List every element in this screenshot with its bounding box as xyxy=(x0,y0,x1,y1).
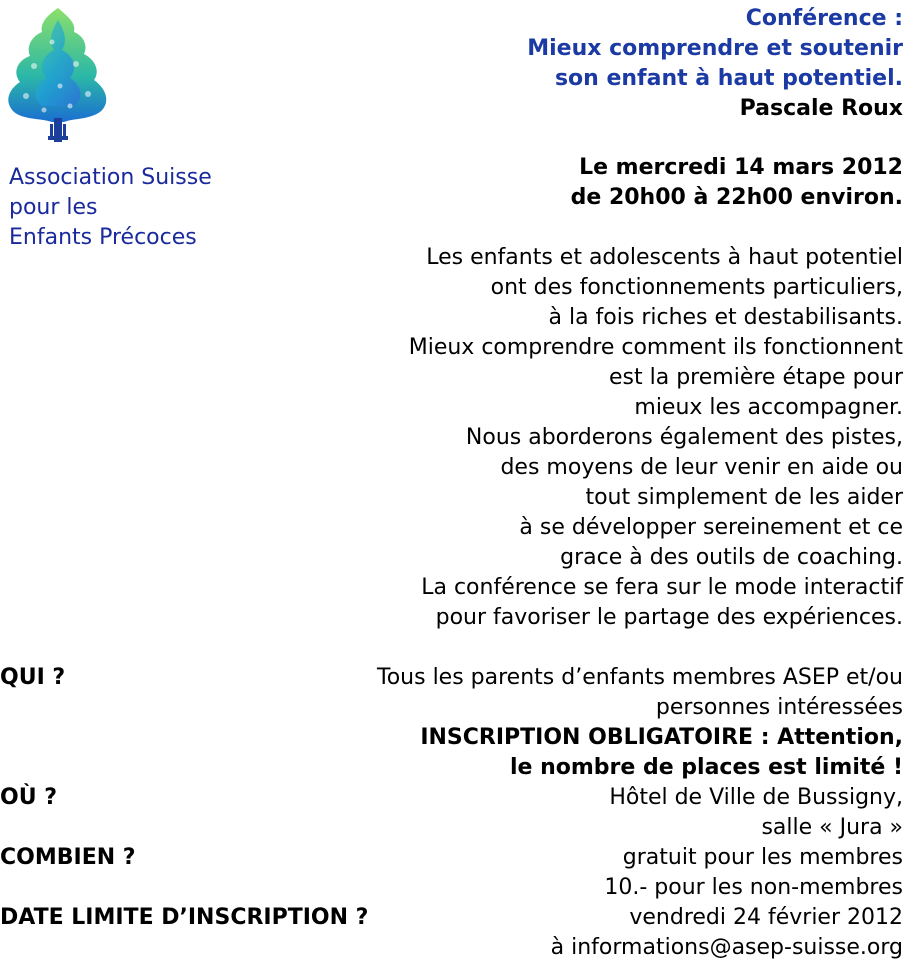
combien-value xyxy=(604,843,903,903)
inscription-notice: INSCRIPTION OBLIGATOIRE : Attention, xyxy=(420,725,903,750)
description-line: pour favoriser le partage des expériences. xyxy=(435,605,903,630)
organization-name xyxy=(9,163,212,253)
description-line: ont des fonctionnements particuliers, xyxy=(490,275,903,300)
date-line: Le mercredi 14 mars 2012 xyxy=(579,155,903,180)
ou-line: Hôtel de Ville de Bussigny, xyxy=(609,785,903,810)
description-line: à la fois riches et destabilisants. xyxy=(548,305,903,330)
org-line: Association Suisse xyxy=(9,165,212,190)
description-line: grace à des outils de coaching. xyxy=(560,545,903,570)
speaker-name: Pascale Roux xyxy=(739,96,903,121)
description-line: des moyens de leur venir en aide ou xyxy=(500,455,903,480)
combien-line: gratuit pour les membres xyxy=(622,845,903,870)
conference-title xyxy=(527,4,903,94)
date-limite-value xyxy=(551,903,903,963)
ou-value xyxy=(609,783,903,843)
limite-line: vendredi 24 février 2012 xyxy=(629,905,903,930)
description-line: mieux les accompagner. xyxy=(634,395,903,420)
date-line: de 20h00 à 22h00 environ. xyxy=(570,185,903,210)
qui-line: Tous les parents d’enfants membres ASEP et/ou xyxy=(377,665,903,690)
title-line: Mieux comprendre et soutenir xyxy=(527,36,903,61)
title-line: Conférence : xyxy=(745,6,903,31)
inscription-notice: le nombre de places est limité ! xyxy=(509,755,903,780)
email-link[interactable]: à informations@asep-suisse.org xyxy=(550,935,903,960)
date-limite-label: DATE LIMITE D’INSCRIPTION ? xyxy=(0,905,369,930)
org-line: pour les xyxy=(9,195,98,220)
ou-line: salle « Jura » xyxy=(761,815,903,840)
description-line: Mieux comprendre comment ils fonctionnent xyxy=(408,335,903,360)
description-line: La conférence se fera sur le mode interactif xyxy=(421,575,903,600)
qui-line: personnes intéressées xyxy=(655,695,903,720)
title-line: son enfant à haut potentiel. xyxy=(554,66,903,91)
combien-line: 10.- pour les non-membres xyxy=(604,875,903,900)
combien-label: COMBIEN ? xyxy=(0,845,136,870)
description-line: Nous aborderons également des pistes, xyxy=(465,425,903,450)
description-line: tout simplement de les aider xyxy=(585,485,903,510)
description-line: Les enfants et adolescents à haut potentiel xyxy=(426,245,903,270)
conference-description xyxy=(409,243,903,633)
qui-value xyxy=(377,663,903,783)
qui-label: QUI ? xyxy=(0,665,66,690)
org-line: Enfants Précoces xyxy=(9,225,197,250)
description-line: est la première étape pour xyxy=(609,365,903,390)
ou-label: OÙ ? xyxy=(0,785,57,810)
description-line: à se développer sereinement et ce xyxy=(519,515,903,540)
asep-tree-logo xyxy=(4,6,112,148)
conference-date xyxy=(571,153,903,213)
